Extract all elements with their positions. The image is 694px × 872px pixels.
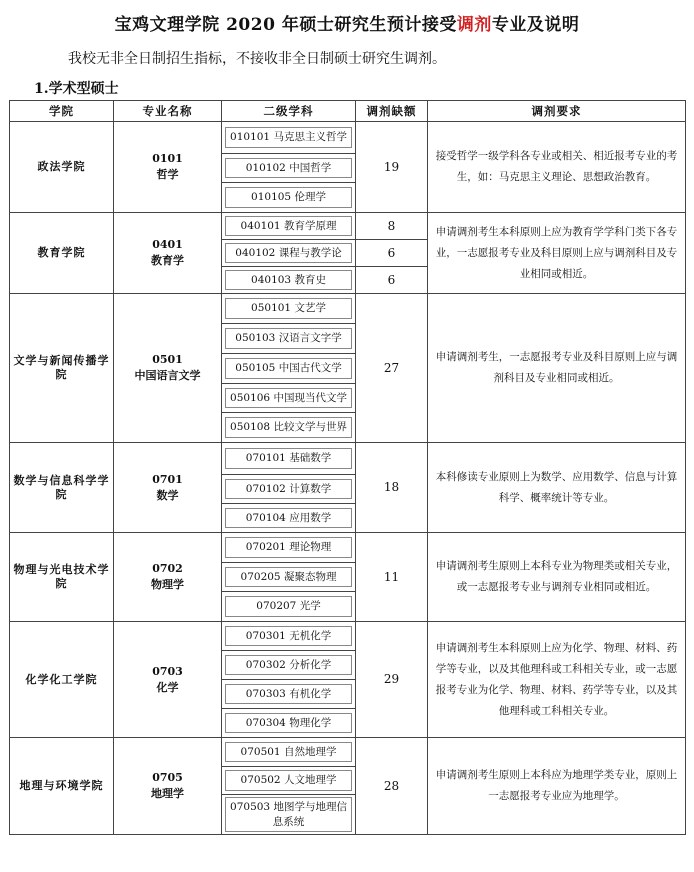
quota-value: 27: [356, 294, 428, 443]
subject-name: 050101 文艺学: [225, 298, 352, 318]
table-row: [10, 213, 686, 240]
major-cell: [114, 213, 222, 294]
subject-name: 010105 伦理学: [225, 187, 352, 207]
section-heading: 1.学术型硕士: [34, 81, 119, 97]
subject-cell: [222, 294, 356, 324]
major-code: 0401: [152, 238, 183, 252]
major-code: 0501: [152, 353, 183, 367]
table-row: [10, 443, 686, 475]
subject-cell: [222, 504, 356, 533]
header-subject: 二级学科: [222, 101, 356, 122]
subject-cell: [222, 354, 356, 384]
subject-cell: [222, 213, 356, 240]
major-name: 化学: [156, 680, 179, 694]
subject-cell: [222, 563, 356, 592]
subject-name: 070207 光学: [225, 596, 352, 616]
table-row: [10, 294, 686, 324]
subject-name: 070104 应用数学: [225, 508, 352, 528]
requirement-text: 申请调剂考生原则上本科应为地理学类专业，原则上一志愿报考专业应为地理学。: [428, 738, 686, 835]
major-name: 地理学: [151, 787, 184, 800]
subject-name: 070503 地图学与地理信息系统: [225, 797, 352, 831]
quota-value: 18: [356, 443, 428, 533]
subject-cell: [222, 267, 356, 294]
major-code: 0702: [152, 562, 183, 576]
major-cell: [114, 533, 222, 622]
major-code: 0705: [152, 771, 183, 785]
page-title: 宝鸡文理学院 2020 年硕士研究生预计接受调剂专业及说明: [114, 15, 580, 35]
subject-cell: [222, 413, 356, 443]
subject-cell: [222, 443, 356, 475]
major-code: 0703: [152, 664, 183, 678]
college-name: 政法学院: [10, 122, 114, 213]
subject-name: 050106 中国现当代文学: [225, 388, 352, 408]
major-name: 哲学: [156, 168, 179, 181]
table-row: [10, 622, 686, 651]
adjustment-table: [9, 100, 686, 835]
requirement-text: 本科修读专业原则上为数学、应用数学、信息与计算科学、概率统计等专业。: [428, 443, 686, 533]
subject-name: 010102 中国哲学: [225, 158, 352, 178]
header-college: 学院: [10, 101, 114, 122]
subject-name: 050108 比较文学与世界: [225, 417, 352, 437]
major-cell: [114, 122, 222, 213]
table-row: [10, 122, 686, 154]
subject-name: 070302 分析化学: [225, 655, 352, 675]
subject-cell: [222, 651, 356, 680]
quota-value: 19: [356, 122, 428, 213]
major-cell: [114, 738, 222, 835]
major-name: 中国语言文学: [134, 369, 201, 382]
quota-value: 11: [356, 533, 428, 622]
subject-name: 040102 课程与教学论: [225, 243, 352, 263]
subject-cell: [222, 592, 356, 622]
quota-value: 29: [356, 622, 428, 738]
subject-name: 070205 凝聚态物理: [225, 567, 352, 587]
subject-cell: [222, 122, 356, 154]
subject-name: 040103 教育史: [225, 270, 352, 290]
subject-name: 070304 物理化学: [225, 713, 352, 733]
quota-value: 28: [356, 738, 428, 835]
college-name: 教育学院: [10, 213, 114, 294]
quota-value: 6: [356, 240, 428, 267]
quota-value: 8: [356, 213, 428, 240]
subject-name: 040101 教育学原理: [225, 216, 352, 236]
subject-cell: [222, 533, 356, 563]
major-code: 0701: [152, 472, 183, 486]
subject-cell: [222, 240, 356, 267]
subject-cell: [222, 767, 356, 795]
major-name: 教育学: [151, 254, 184, 267]
header-major: 专业名称: [114, 101, 222, 122]
subject-name: 050103 汉语言文字学: [225, 328, 352, 348]
subject-name: 070303 有机化学: [225, 684, 352, 704]
table-header-row: [10, 101, 686, 122]
table-row: [10, 738, 686, 767]
college-name: 文学与新闻传播学院: [10, 294, 114, 443]
subject-cell: [222, 183, 356, 213]
subject-cell: [222, 795, 356, 835]
requirement-text: 申请调剂考生本科原则上应为教育学学科门类下各专业，一志愿报考专业及科目原则上应与调剂科目及专业相同或相近。: [428, 213, 686, 294]
subject-name: 070501 自然地理学: [225, 742, 352, 762]
subject-name: 070301 无机化学: [225, 626, 352, 646]
table-row: [10, 533, 686, 563]
subject-cell: [222, 324, 356, 354]
quota-value: 6: [356, 267, 428, 294]
subject-name: 070102 计算数学: [225, 479, 352, 499]
header-quota: 调剂缺额: [356, 101, 428, 122]
subject-cell: [222, 154, 356, 183]
subject-cell: [222, 680, 356, 709]
college-name: 化学化工学院: [10, 622, 114, 738]
subject-name: 070101 基础数学: [225, 448, 352, 468]
major-cell: [114, 443, 222, 533]
header-requirement: 调剂要求: [428, 101, 686, 122]
major-cell: [114, 294, 222, 443]
major-cell: [114, 622, 222, 738]
subject-name: 070502 人文地理学: [225, 770, 352, 790]
subject-cell: [222, 738, 356, 767]
requirement-text: 申请调剂考生原则上本科专业为物理类或相关专业，或一志愿报考专业与调剂专业相同或相近。: [428, 533, 686, 622]
college-name: 数学与信息科学学院: [10, 443, 114, 533]
college-name: 地理与环境学院: [10, 738, 114, 835]
subject-cell: [222, 475, 356, 504]
subject-name: 050105 中国古代文学: [225, 358, 352, 378]
requirement-text: 申请调剂考生本科原则上应为化学、物理、材料、药学等专业，以及其他理科或工科相关专业，或一志愿报考专业为化学、物理、材料、药学等专业，以及其他理科或工科相关专业。: [428, 622, 686, 738]
major-code: 0101: [152, 152, 183, 166]
subject-cell: [222, 384, 356, 413]
intro-text: 我校无非全日制招生指标，不接收非全日制硕士研究生调剂。: [68, 51, 446, 67]
major-name: 物理学: [151, 578, 184, 591]
requirement-text: 接受哲学一级学科各专业或相关、相近报考专业的考生，如：马克思主义理论、思想政治教育。: [428, 122, 686, 213]
subject-name: 070201 理论物理: [225, 537, 352, 557]
subject-name: 010101 马克思主义哲学: [225, 127, 352, 147]
subject-cell: [222, 709, 356, 738]
title-highlight: 调剂: [456, 15, 492, 35]
requirement-text: 申请调剂考生，一志愿报考专业及科目原则上应与调剂科目及专业相同或相近。: [428, 294, 686, 443]
college-name: 物理与光电技术学院: [10, 533, 114, 622]
major-name: 数学: [156, 488, 179, 502]
subject-cell: [222, 622, 356, 651]
